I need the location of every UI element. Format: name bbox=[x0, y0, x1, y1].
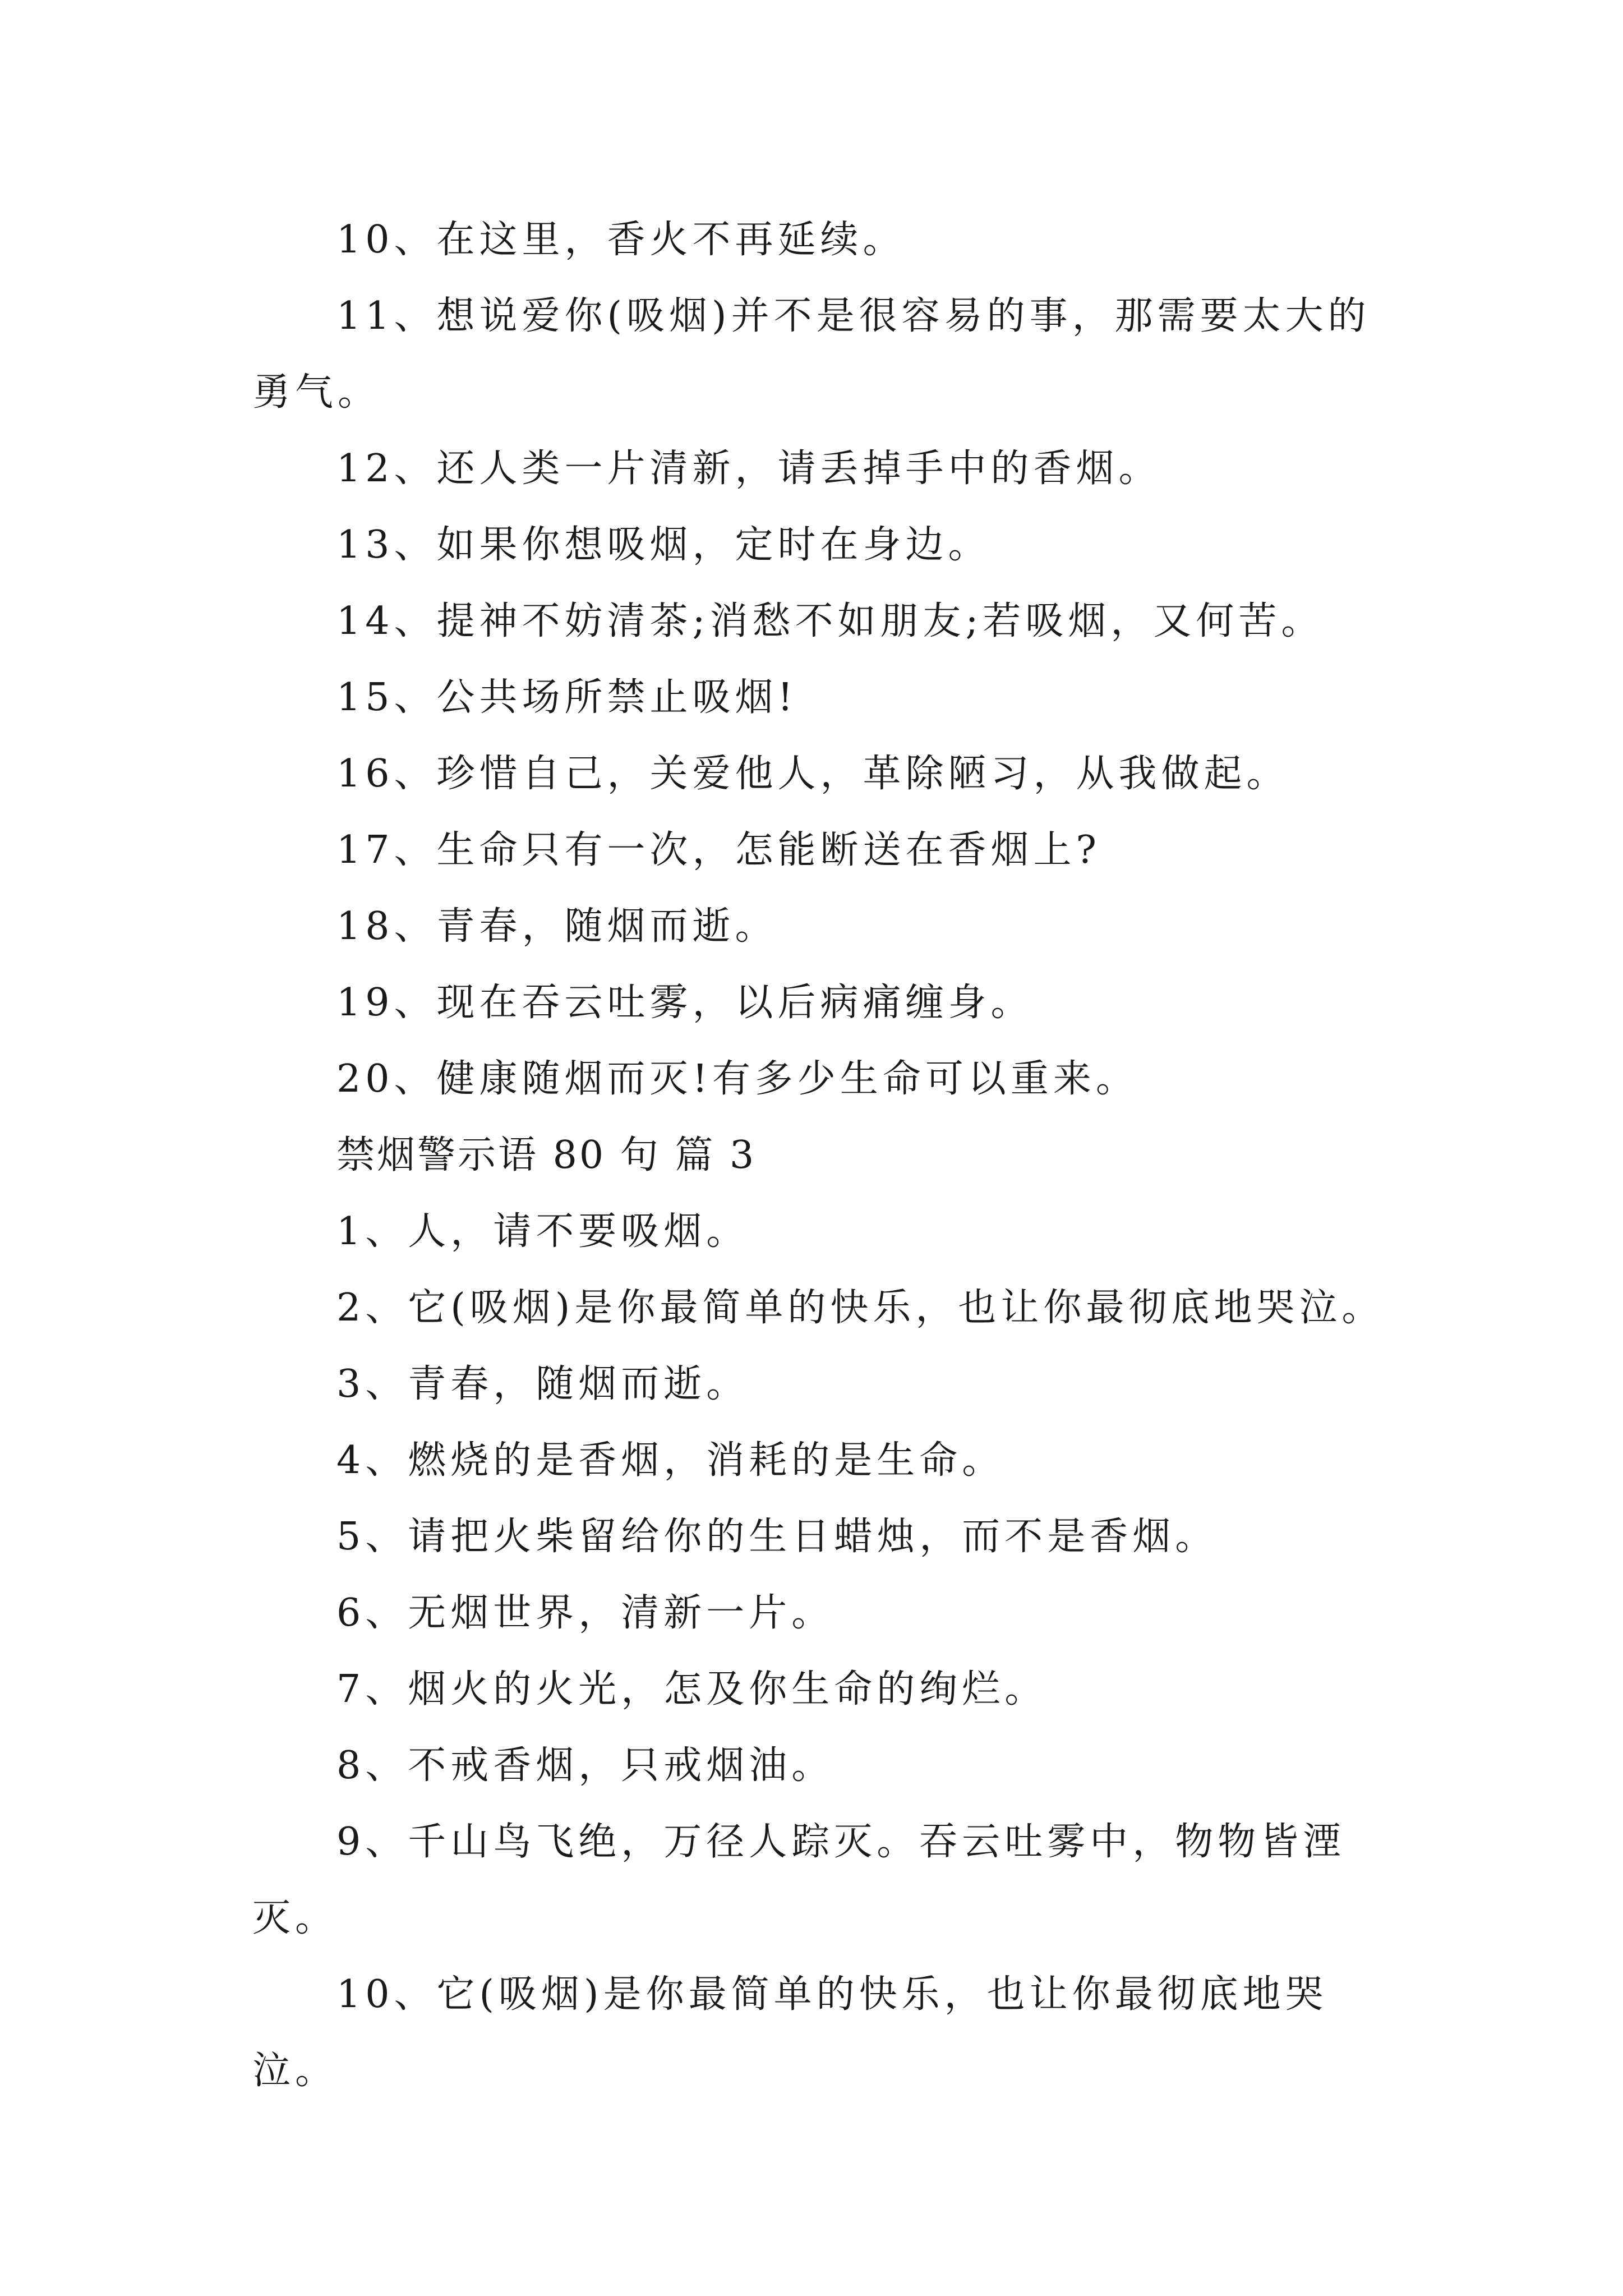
section-heading: 禁烟警示语 80 句 篇 3 bbox=[336, 1133, 757, 1177]
list-item: 9、千山鸟飞绝，万径人踪灭。吞云吐雾中，物物皆湮灭。 bbox=[252, 1820, 1346, 1940]
list-item: 13、如果你想吸烟，定时在身边。 bbox=[336, 523, 991, 567]
list-item: 6、无烟世界，清新一片。 bbox=[336, 1591, 834, 1635]
list-item: 12、还人类一片清新，请丢掉手中的香烟。 bbox=[336, 447, 1161, 491]
list-item: 10、在这里，香火不再延续。 bbox=[336, 218, 906, 262]
list-item: 2、它(吸烟)是你最简单的快乐，也让你最彻底地哭泣。 bbox=[336, 1286, 1385, 1330]
list-item: 17、生命只有一次，怎能断送在香烟上? bbox=[336, 828, 1101, 872]
list-item: 10、它(吸烟)是你最简单的快乐，也让你最彻底地哭泣。 bbox=[252, 1972, 1328, 2093]
list-item: 20、健康随烟而灭!有多少生命可以重来。 bbox=[336, 1057, 1138, 1101]
list-item: 7、烟火的火光，怎及你生命的绚烂。 bbox=[336, 1667, 1048, 1711]
list-item: 8、不戒香烟，只戒烟油。 bbox=[336, 1743, 834, 1788]
list-item: 14、提神不妨清茶;消愁不如朋友;若吸烟，又何苦。 bbox=[336, 599, 1324, 643]
document-body bbox=[252, 202, 1396, 2109]
list-item: 3、青春，随烟而逝。 bbox=[336, 1362, 749, 1406]
list-item: 18、青春，随烟而逝。 bbox=[336, 904, 778, 949]
list-item: 5、请把火柴留给你的生日蜡烛，而不是香烟。 bbox=[336, 1515, 1218, 1559]
list-item: 19、现在吞云吐雾，以后病痛缠身。 bbox=[336, 981, 1034, 1025]
list-item: 11、想说爱你(吸烟)并不是很容易的事，那需要太大的勇气。 bbox=[252, 294, 1371, 415]
list-item: 4、燃烧的是香烟，消耗的是生命。 bbox=[336, 1438, 1005, 1483]
list-item: 16、珍惜自己，关爱他人，革除陋习，从我做起。 bbox=[336, 752, 1289, 796]
list-item: 1、人，请不要吸烟。 bbox=[336, 1209, 749, 1254]
list-item: 15、公共场所禁止吸烟! bbox=[336, 675, 797, 720]
